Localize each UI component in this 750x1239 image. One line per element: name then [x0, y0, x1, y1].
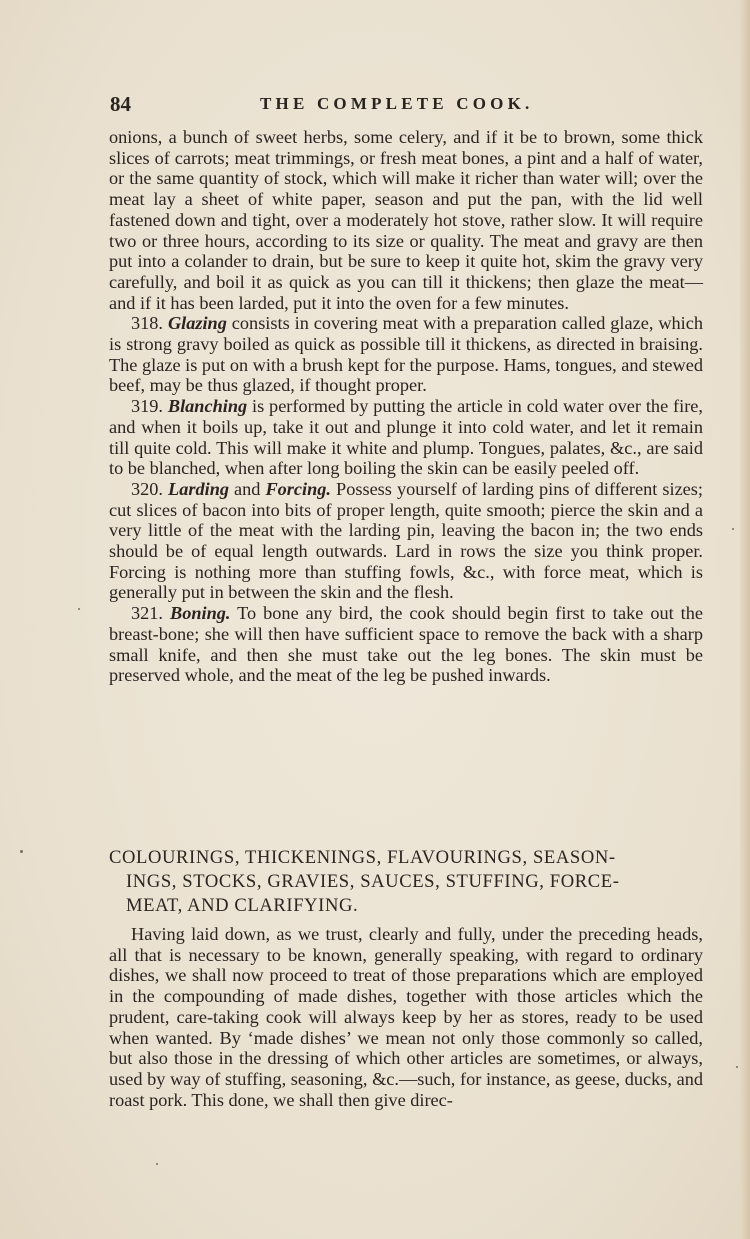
- paper-speck: [78, 608, 80, 610]
- paragraph-321: [109, 603, 703, 686]
- paragraph-text: is performed by putting the article in cold water over the fire, and when it boils up, take it out and plunge it into cold water, and let it remain till quite cold. This will make it white and plump. Tongues, palates, &c., are said to be blanched, when after long boiling the skin can be easily peeled off.: [109, 396, 703, 479]
- page-edge-shadow: [740, 0, 750, 1239]
- section-heading-line: INGS, STOCKS, GRAVIES, SAUCES, STUFFING, FORCE-: [126, 871, 620, 892]
- paper-speck: [736, 1066, 738, 1068]
- paragraph-conjunction: and: [229, 478, 266, 499]
- paper-speck: [20, 850, 23, 853]
- paragraph-term: Larding: [168, 478, 229, 499]
- paragraph-number: 321.: [131, 603, 163, 624]
- paragraph-319: [109, 396, 703, 479]
- section-intro-paragraph: Having laid down, as we trust, clearly and fully, under the preceding heads, all that is necessary to be known, generally speaking, with regard to ordinary dishes, we shall now proceed to treat of those preparations which are employed in the compounding of made dishes, together with those articles which the prudent, care-taking cook will always keep by her as stores, ready to be used when wanted. By ‘made dishes’ we mean not only those commonly so called, but also those in the dressing of which other articles are sometimes, or always, used by way of stuffing, seasoning, &c.—such, for instance, as geese, ducks, and roast pork. This done, we shall then give direc-: [109, 924, 703, 1110]
- paragraph-text: To bone any bird, the cook should begin first to take out the breast-bone; she will then have sufficient space to remove the back with a sharp small knife, and then she must take out the leg bones. The skin must be preserved whole, and the meat of the leg be pushed inwards.: [109, 603, 703, 686]
- paragraph-number: 320.: [131, 478, 163, 499]
- section-heading-line: COLOURINGS, THICKENINGS, FLAVOURINGS, SEASON-: [109, 847, 616, 868]
- paper-speck: [732, 528, 734, 530]
- paragraph-continued: onions, a bunch of sweet herbs, some celery, and if it be to brown, some thick slices of carrots; meat trimmings, or fresh meat bones, a pint and a half of water, or the same quantity of stock, which will make it richer than water will; over the meat lay a sheet of white paper, season and put the pan, with the lid well fastened down and tight, over a moderately hot stove, rather slow. It will require two or three hours, according to its size or quality. The meat and gravy are then put into a colander to drain, but be sure to keep it quite hot, skim the gravy very carefully, and boil it as quick as you can till it thickens; then glaze the meat—and if it has been larded, put it into the oven for a few minutes.: [109, 127, 703, 313]
- page-header: [110, 92, 705, 116]
- paragraph-text: consists in covering meat with a preparation called glaze, which is strong gravy boiled as quick as possible till it thickens, as directed in braising. The glaze is put on with a brush kept for the purpose. Hams, tongues, and stewed beef, may be thus glazed, if thought proper.: [109, 313, 704, 396]
- section-heading: [109, 846, 709, 918]
- paragraph-number: 319.: [131, 396, 163, 417]
- paragraph-term: Glazing: [167, 313, 227, 334]
- page-number: 84: [110, 92, 131, 116]
- paragraph-320: [109, 479, 703, 603]
- paper-speck: [156, 1163, 158, 1165]
- paragraph-318: [109, 313, 703, 396]
- paragraph-term: Blanching: [167, 396, 248, 417]
- section-intro: [109, 924, 703, 1110]
- paragraph-text: Possess yourself of larding pins of different sizes; cut slices of bacon into bits of proper length, quite smooth; pierce the skin and a very little of the meat with the larding pin, leaving the bacon in; the two ends should be of equal length outwards. Lard in rows the size you think proper. Forcing is nothing more than stuffing fowls, &c., with force meat, which is generally put in between the skin and the flesh.: [109, 478, 703, 603]
- section-heading-line: MEAT, AND CLARIFYING.: [126, 895, 359, 916]
- paragraph-term: Boning.: [170, 603, 231, 624]
- running-head: THE COMPLETE COOK.: [260, 94, 534, 113]
- body-text: [109, 127, 703, 686]
- paragraph-number: 318.: [131, 313, 163, 334]
- paragraph-term: Forcing.: [265, 478, 331, 499]
